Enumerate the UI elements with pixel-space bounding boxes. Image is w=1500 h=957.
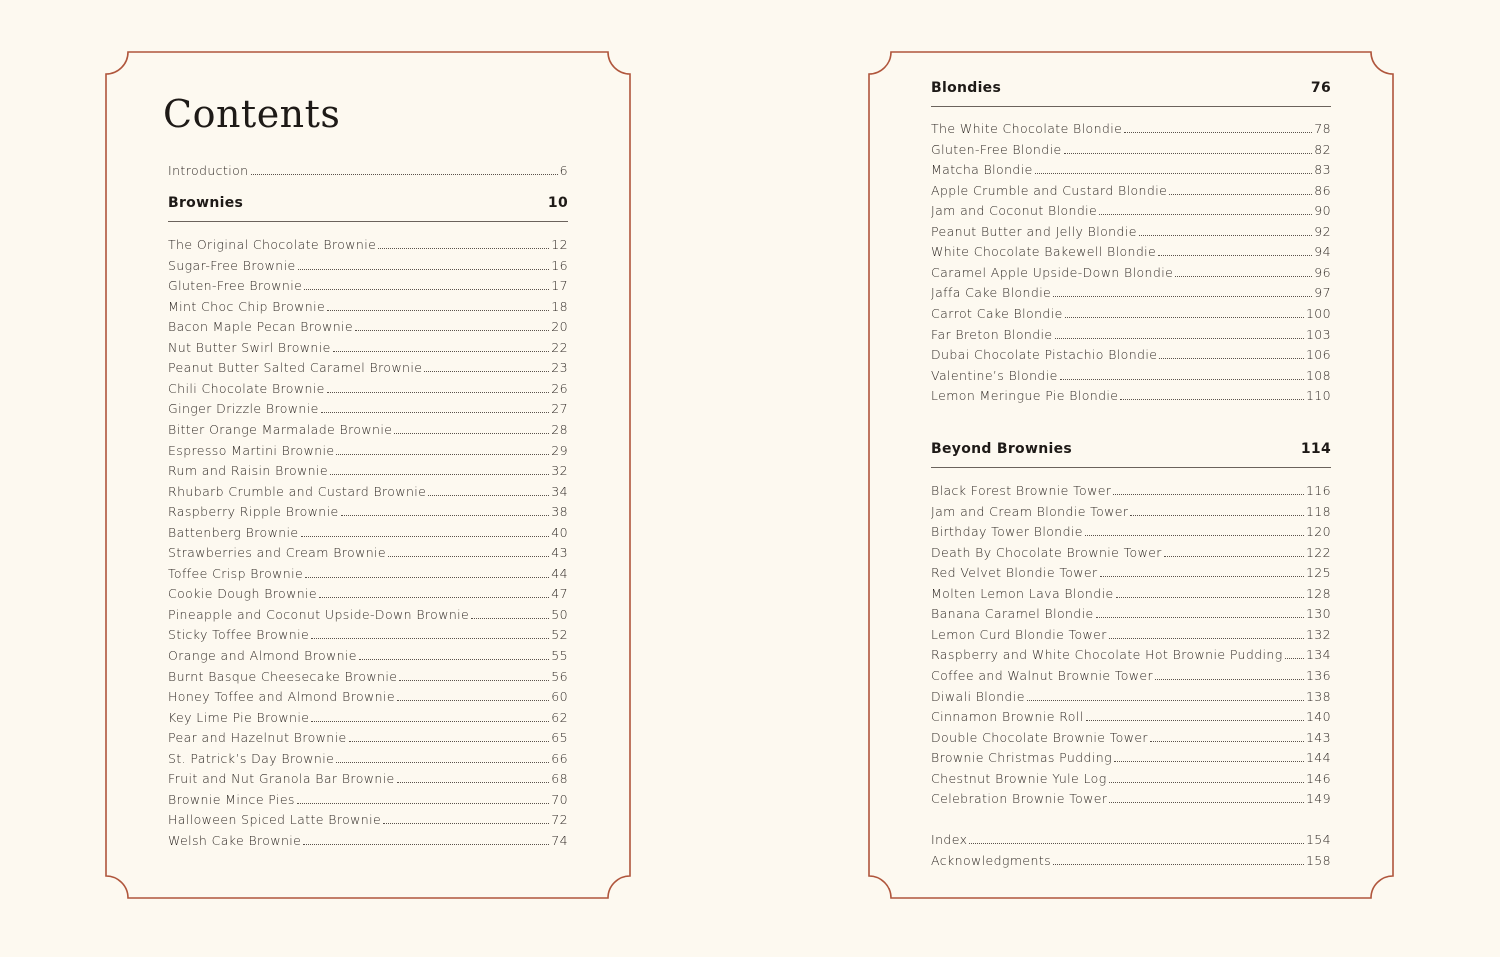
toc-entry[interactable] — [931, 586, 1331, 604]
toc-entry[interactable] — [168, 607, 568, 625]
dot-leader — [303, 844, 549, 845]
dot-leader — [349, 741, 550, 742]
entry-title: Brownie Mince Pies — [168, 791, 295, 807]
dot-leader — [359, 659, 549, 660]
toc-entry[interactable] — [931, 327, 1331, 345]
toc-entry[interactable] — [931, 142, 1331, 160]
toc-entry[interactable] — [931, 832, 1331, 850]
entry-title: Coffee and Walnut Brownie Tower — [931, 667, 1154, 683]
entry-title: Key Lime Pie Brownie — [168, 709, 310, 725]
toc-entry[interactable] — [931, 730, 1331, 748]
entry-page: 158 — [1305, 852, 1331, 868]
dot-leader — [311, 721, 549, 722]
dot-leader — [1124, 132, 1312, 133]
entry-title: Nut Butter Swirl Brownie — [168, 339, 331, 355]
entry-page: 55 — [551, 648, 568, 663]
toc-entry[interactable] — [168, 627, 568, 645]
entry-title: The Original Chocolate Brownie — [168, 237, 377, 252]
entry-title: Lemon Curd Blondie Tower — [931, 626, 1107, 642]
dot-leader — [1150, 741, 1304, 742]
dot-leader — [1113, 494, 1304, 495]
dot-leader — [304, 289, 549, 290]
entry-page: 23 — [551, 360, 568, 376]
toc-entry[interactable] — [168, 689, 568, 707]
dot-leader — [1159, 358, 1304, 359]
entry-page: 17 — [551, 278, 568, 294]
entry-page: 43 — [551, 545, 568, 561]
entry-title: Apple Crumble and Custard Blondie — [931, 182, 1168, 198]
toc-entry[interactable] — [168, 340, 568, 358]
entry-page: 118 — [1305, 503, 1331, 519]
entry-title: Cookie Dough Brownie — [168, 586, 317, 602]
entry-title: Birthday Tower Blondie — [931, 524, 1083, 540]
entry-title: Espresso Martini Brownie — [168, 442, 335, 458]
entry-page: 26 — [551, 380, 568, 396]
entry-title: Jaffa Cake Blondie — [931, 285, 1052, 301]
entry-page: 44 — [551, 565, 568, 581]
dot-leader — [424, 371, 549, 372]
entry-page: 146 — [1305, 770, 1331, 786]
entry-page: 38 — [551, 504, 568, 520]
toc-entry[interactable] — [168, 422, 568, 440]
dot-leader — [1096, 617, 1304, 618]
dot-leader — [1086, 720, 1304, 721]
dot-leader — [1139, 235, 1312, 236]
dot-leader — [1100, 576, 1304, 577]
dot-leader — [1035, 173, 1313, 174]
entry-page: 97 — [1314, 285, 1331, 301]
toc-entry[interactable] — [931, 224, 1331, 242]
entry-title: Toffee Crisp Brownie — [168, 565, 304, 581]
entry-page: 106 — [1305, 347, 1331, 363]
entry-page: 83 — [1314, 162, 1331, 178]
dot-leader — [1130, 515, 1304, 516]
dot-leader — [1053, 296, 1312, 297]
entry-page: 86 — [1314, 182, 1331, 198]
toc-entry[interactable] — [168, 443, 568, 461]
dot-leader — [397, 700, 549, 701]
entry-page: 132 — [1305, 626, 1331, 642]
dot-leader — [378, 248, 549, 249]
toc-entry-introduction[interactable] — [168, 163, 568, 181]
toc-entry[interactable] — [168, 278, 568, 296]
entry-title: Orange and Almond Brownie — [168, 648, 357, 663]
entry-title: Red Velvet Blondie Tower — [931, 565, 1098, 581]
dot-leader — [428, 495, 549, 496]
entry-page: 6 — [559, 163, 568, 178]
toc-entry[interactable] — [168, 669, 568, 687]
entry-title: Valentine’s Blondie — [931, 367, 1058, 383]
entry-title: Peanut Butter and Jelly Blondie — [931, 223, 1137, 239]
dot-leader — [305, 577, 549, 578]
toc-entry[interactable] — [931, 504, 1331, 522]
dot-leader — [330, 474, 549, 475]
toc-entry[interactable] — [931, 647, 1331, 665]
section-header-beyond-brownies[interactable] — [931, 441, 1331, 468]
dot-leader — [383, 823, 549, 824]
toc-entry[interactable] — [931, 709, 1331, 727]
toc-entry[interactable] — [931, 183, 1331, 201]
dot-leader — [969, 843, 1304, 844]
toc-entry[interactable] — [931, 306, 1331, 324]
entry-page: 120 — [1305, 524, 1331, 540]
entry-page: 66 — [551, 750, 568, 766]
dot-leader — [341, 515, 550, 516]
toc-entry[interactable] — [931, 285, 1331, 303]
entry-page: 96 — [1314, 264, 1331, 280]
entry-title: Battenberg Brownie — [168, 524, 299, 540]
dot-leader — [397, 782, 550, 783]
entry-title: Lemon Meringue Pie Blondie — [931, 388, 1119, 404]
toc-entry[interactable] — [931, 162, 1331, 180]
toc-entry[interactable] — [168, 258, 568, 276]
toc-entry[interactable] — [931, 791, 1331, 809]
toc-entry[interactable] — [931, 388, 1331, 406]
dot-leader — [327, 392, 550, 393]
entry-title: Raspberry and White Chocolate Hot Brownie Pudding — [931, 647, 1283, 663]
entry-title: Gluten-Free Brownie — [168, 278, 303, 294]
entry-page: 50 — [551, 606, 568, 622]
entry-page: 60 — [551, 689, 568, 705]
entry-title: Raspberry Ripple Brownie — [168, 504, 339, 520]
toc-entry[interactable] — [168, 299, 568, 317]
entry-title: Brownie Christmas Pudding — [931, 750, 1112, 766]
entry-title: Carrot Cake Blondie — [931, 305, 1063, 321]
entry-page: 52 — [551, 627, 568, 643]
dot-leader — [1060, 379, 1304, 380]
toc-entry[interactable] — [168, 545, 568, 563]
entry-title: Jam and Coconut Blondie — [931, 203, 1098, 219]
dot-leader — [311, 638, 549, 639]
entry-title: Dubai Chocolate Pistachio Blondie — [931, 347, 1158, 363]
entry-title: The White Chocolate Blondie — [931, 121, 1123, 136]
entry-page: 143 — [1305, 729, 1331, 745]
entry-title: Molten Lemon Lava Blondie — [931, 585, 1114, 601]
toc-entry[interactable] — [931, 347, 1331, 365]
section-title: Brownies — [168, 195, 244, 211]
toc-entry[interactable] — [931, 565, 1331, 583]
entry-page: 62 — [551, 709, 568, 725]
dot-leader — [1109, 802, 1304, 803]
entry-page: 92 — [1314, 223, 1331, 239]
section-page: 10 — [547, 195, 568, 211]
entry-title: Mint Choc Chip Brownie — [168, 298, 326, 314]
entry-page: 70 — [551, 791, 568, 807]
entry-title: Pineapple and Coconut Upside-Down Brownie — [168, 606, 470, 622]
dot-leader — [1114, 761, 1304, 762]
entry-title: Cinnamon Brownie Roll — [931, 709, 1084, 725]
entry-page: 32 — [551, 463, 568, 479]
entry-title: Black Forest Brownie Tower — [931, 483, 1112, 498]
toc-entry[interactable] — [168, 319, 568, 337]
entry-title: Halloween Spiced Latte Brownie — [168, 812, 382, 828]
dot-leader — [1120, 399, 1304, 400]
entry-title: Introduction — [168, 163, 249, 178]
dot-leader — [336, 454, 549, 455]
entry-page: 47 — [551, 586, 568, 602]
toc-entry[interactable] — [931, 668, 1331, 686]
entry-title: Ginger Drizzle Brownie — [168, 401, 319, 417]
entry-page: 128 — [1305, 585, 1331, 601]
section-title: Blondies — [931, 80, 1002, 96]
entry-title: Welsh Cake Brownie — [168, 832, 302, 848]
entry-title: St. Patrick’s Day Brownie — [168, 750, 335, 766]
dot-leader — [1109, 782, 1304, 783]
entry-title: Chestnut Brownie Yule Log — [931, 770, 1107, 786]
section-page: 114 — [1300, 441, 1331, 457]
entry-title: Sugar-Free Brownie — [168, 257, 296, 273]
dot-leader — [321, 412, 550, 413]
dot-leader — [297, 803, 549, 804]
toc-entry[interactable] — [168, 401, 568, 419]
dot-leader — [1164, 556, 1304, 557]
entry-title: Matcha Blondie — [931, 162, 1033, 178]
entry-title: Caramel Apple Upside-Down Blondie — [931, 264, 1174, 280]
entry-page: 116 — [1305, 483, 1331, 498]
dot-leader — [1065, 317, 1304, 318]
entry-page: 65 — [551, 730, 568, 746]
section-page: 76 — [1310, 80, 1331, 96]
entry-page: 90 — [1314, 203, 1331, 219]
entry-title: Peanut Butter Salted Caramel Brownie — [168, 360, 423, 376]
dot-leader — [1027, 700, 1304, 701]
entry-page: 94 — [1314, 244, 1331, 260]
entry-title: Banana Caramel Blondie — [931, 606, 1094, 622]
entry-page: 20 — [551, 319, 568, 335]
dot-leader — [394, 433, 549, 434]
entry-title: Rhubarb Crumble and Custard Brownie — [168, 483, 427, 499]
toc-entry[interactable] — [931, 244, 1331, 262]
section-header-brownies[interactable] — [168, 195, 568, 222]
entry-title: Celebration Brownie Tower — [931, 791, 1108, 807]
entry-page: 78 — [1314, 121, 1331, 136]
entry-title: Death By Chocolate Brownie Tower — [931, 544, 1162, 560]
dot-leader — [1099, 214, 1312, 215]
entry-page: 12 — [551, 237, 568, 252]
entry-page: 29 — [551, 442, 568, 458]
entry-page: 27 — [551, 401, 568, 417]
toc-entry[interactable] — [168, 586, 568, 604]
entry-title: Burnt Basque Cheesecake Brownie — [168, 668, 398, 684]
toc-entry[interactable] — [931, 545, 1331, 563]
entry-page: 74 — [551, 832, 568, 848]
entry-page: 68 — [551, 771, 568, 787]
toc-entry[interactable] — [931, 750, 1331, 768]
dot-leader — [1158, 255, 1312, 256]
toc-entry[interactable] — [168, 525, 568, 543]
dot-leader — [298, 269, 550, 270]
dot-leader — [1055, 338, 1304, 339]
dot-leader — [319, 597, 549, 598]
toc-entry[interactable] — [931, 771, 1331, 789]
dot-leader — [1285, 658, 1304, 659]
entry-page: 28 — [551, 421, 568, 437]
entry-page: 16 — [551, 257, 568, 273]
entry-page: 140 — [1305, 709, 1331, 725]
toc-entry[interactable] — [168, 237, 568, 255]
toc-entry[interactable] — [168, 360, 568, 378]
toc-entry[interactable] — [931, 483, 1331, 501]
toc-entry[interactable] — [931, 121, 1331, 139]
entry-title: Bitter Orange Marmalade Brownie — [168, 421, 393, 437]
entry-page: 72 — [551, 812, 568, 828]
dot-leader — [1085, 535, 1304, 536]
entry-title: Double Chocolate Brownie Tower — [931, 729, 1148, 745]
entry-page: 103 — [1305, 326, 1331, 342]
toc-entry[interactable] — [168, 566, 568, 584]
entry-page: 149 — [1305, 791, 1331, 807]
entry-title: Sticky Toffee Brownie — [168, 627, 310, 643]
toc-entry[interactable] — [168, 730, 568, 748]
entry-page: 108 — [1305, 367, 1331, 383]
section-header-blondies[interactable] — [931, 80, 1331, 107]
toc-entry[interactable] — [931, 203, 1331, 221]
entry-title: Diwali Blondie — [931, 688, 1025, 704]
dot-leader — [301, 536, 550, 537]
toc-entry[interactable] — [168, 812, 568, 830]
dot-leader — [388, 556, 549, 557]
toc-entry[interactable] — [168, 771, 568, 789]
entry-title: Acknowledgments — [931, 852, 1052, 868]
section-title: Beyond Brownies — [931, 441, 1072, 457]
dot-leader — [1169, 194, 1312, 195]
toc-entry[interactable] — [168, 648, 568, 666]
entry-title: Strawberries and Cream Brownie — [168, 545, 386, 561]
entry-title: Pear and Hazelnut Brownie — [168, 730, 347, 746]
entry-page: 138 — [1305, 688, 1331, 704]
dot-leader — [327, 310, 549, 311]
toc-entry[interactable] — [931, 606, 1331, 624]
dot-leader — [355, 330, 549, 331]
toc-entry[interactable] — [931, 689, 1331, 707]
entry-title: Jam and Cream Blondie Tower — [931, 503, 1129, 519]
entry-page: 130 — [1305, 606, 1331, 622]
toc-entry[interactable] — [168, 463, 568, 481]
entry-title: White Chocolate Bakewell Blondie — [931, 244, 1157, 260]
entry-page: 134 — [1305, 647, 1331, 663]
entry-page: 110 — [1305, 388, 1331, 404]
entry-page: 136 — [1305, 667, 1331, 683]
dot-leader — [1053, 864, 1304, 865]
entry-page: 40 — [551, 524, 568, 540]
entry-page: 100 — [1305, 305, 1331, 321]
entry-title: Chili Chocolate Brownie — [168, 380, 325, 396]
dot-leader — [471, 618, 549, 619]
dot-leader — [336, 762, 549, 763]
toc-entry[interactable] — [931, 627, 1331, 645]
entry-page: 125 — [1305, 565, 1331, 581]
toc-entry[interactable] — [168, 792, 568, 810]
entry-title: Bacon Maple Pecan Brownie — [168, 319, 353, 335]
entry-page: 56 — [551, 668, 568, 684]
dot-leader — [1155, 679, 1304, 680]
dot-leader — [1116, 597, 1304, 598]
toc-entry[interactable] — [931, 265, 1331, 283]
entry-page: 34 — [551, 483, 568, 499]
entry-title: Index — [931, 832, 968, 847]
dot-leader — [333, 351, 550, 352]
dot-leader — [251, 174, 558, 175]
entry-page: 144 — [1305, 750, 1331, 766]
toc-entry[interactable] — [931, 853, 1331, 871]
toc-entry[interactable] — [168, 710, 568, 728]
toc-entry[interactable] — [931, 524, 1331, 542]
entry-page: 18 — [551, 298, 568, 314]
dot-leader — [399, 680, 549, 681]
entry-page: 122 — [1305, 544, 1331, 560]
toc-entry[interactable] — [168, 484, 568, 502]
page-title: Contents — [163, 92, 341, 136]
toc-entry[interactable] — [168, 751, 568, 769]
entry-page: 22 — [551, 339, 568, 355]
dot-leader — [1109, 638, 1304, 639]
toc-entry[interactable] — [931, 368, 1331, 386]
toc-entry[interactable] — [168, 381, 568, 399]
toc-entry[interactable] — [168, 504, 568, 522]
dot-leader — [1175, 276, 1312, 277]
entry-page: 82 — [1314, 141, 1331, 157]
entry-title: Fruit and Nut Granola Bar Brownie — [168, 771, 395, 787]
toc-entry[interactable] — [168, 833, 568, 851]
entry-title: Rum and Raisin Brownie — [168, 463, 328, 479]
entry-title: Far Breton Blondie — [931, 326, 1053, 342]
entry-page: 154 — [1305, 832, 1331, 847]
entry-title: Honey Toffee and Almond Brownie — [168, 689, 395, 705]
entry-title: Gluten-Free Blondie — [931, 141, 1062, 157]
dot-leader — [1064, 153, 1313, 154]
